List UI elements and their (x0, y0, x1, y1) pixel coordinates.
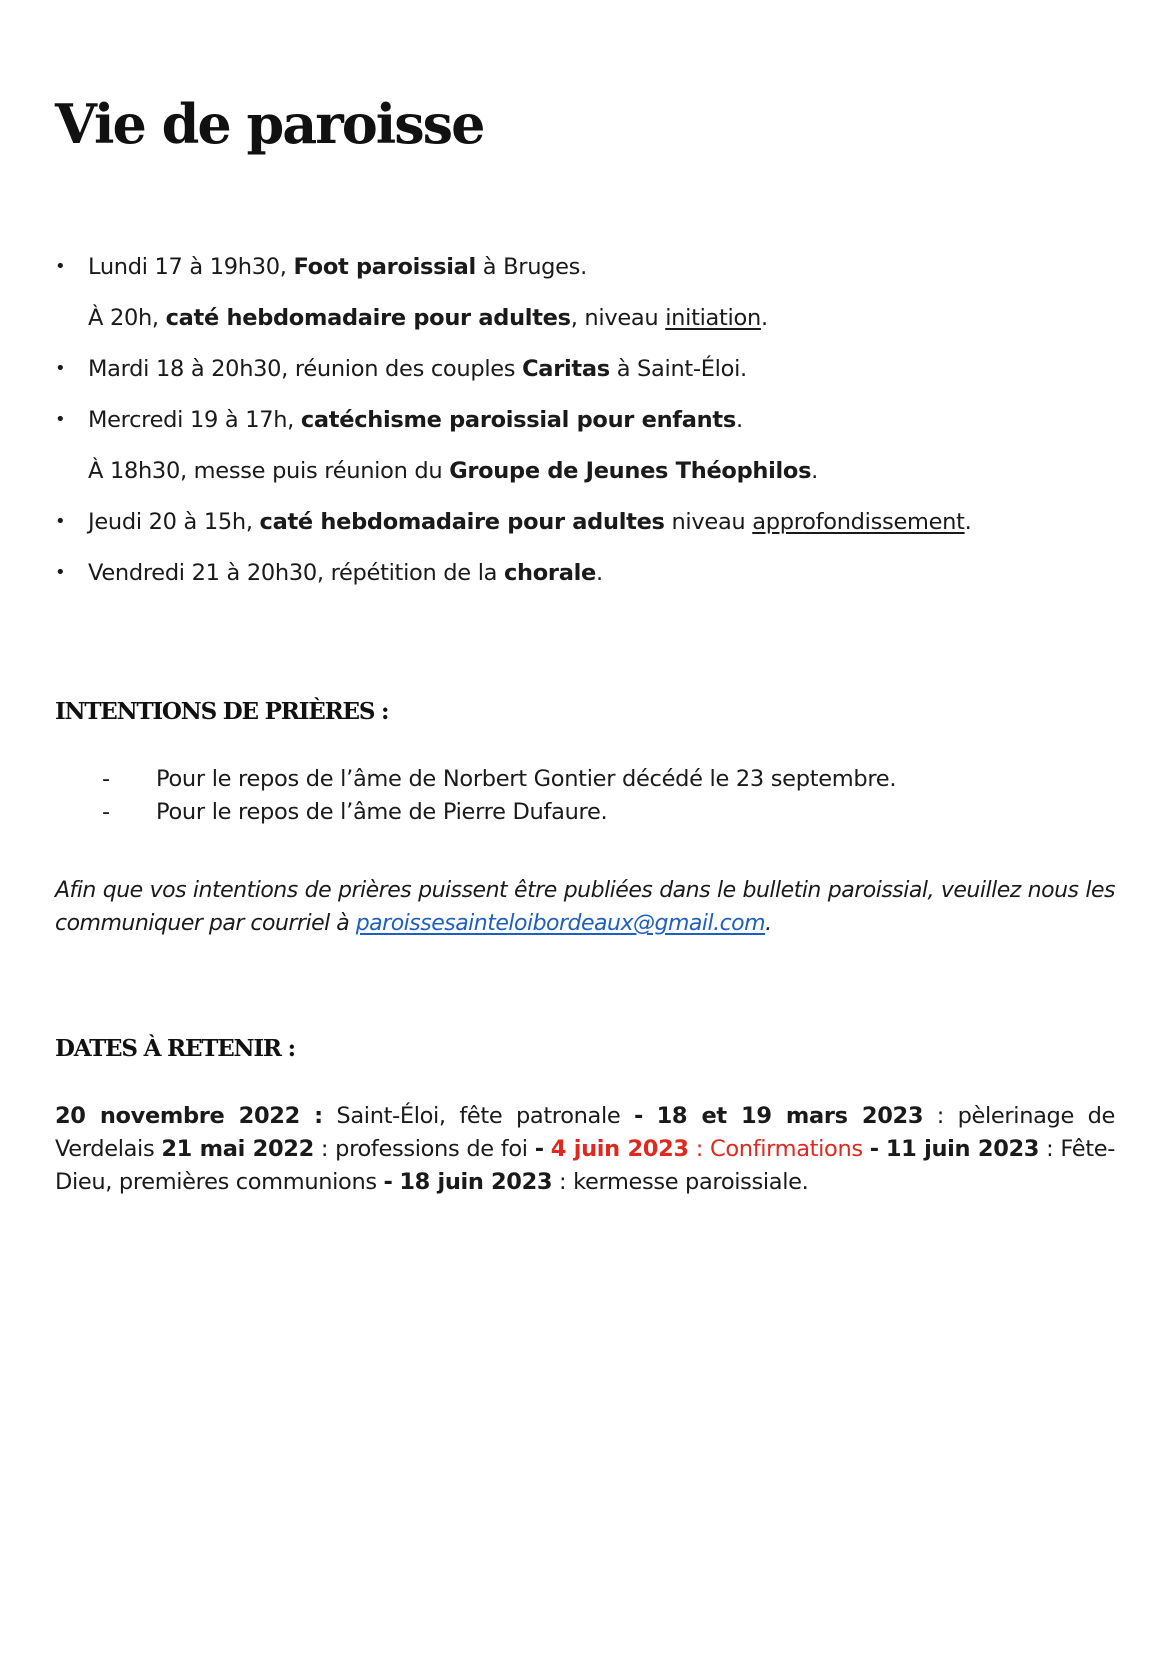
schedule-item: À 18h30, messe puis réunion du Groupe de Jeunes Théophilos. (88, 458, 819, 484)
bullet-icon: • (55, 358, 66, 379)
schedule-item: • Jeudi 20 à 15h, caté hebdomadaire pour adultes niveau approfondissement. (55, 509, 972, 535)
dates-paragraph: 20 novembre 2022 : Saint-Éloi, fête patronale - 18 et 19 mars 2023 : pèlerinage de Verdelais 21 mai 2022 : professions de foi - 4 juin 2023 : Confirmations - 11 juin 2023 : Fête-Dieu, premières communions - 18 juin 2023 : kermesse paroissiale. (55, 1103, 1115, 1195)
schedule-item: • Mardi 18 à 20h30, réunion des couples Caritas à Saint-Éloi. (55, 356, 747, 382)
schedule-item: • Vendredi 21 à 20h30, répétition de la chorale. (55, 560, 603, 586)
schedule-item: À 20h, caté hebdomadaire pour adultes, niveau initiation. (88, 305, 768, 331)
schedule-item: • Mercredi 19 à 17h, catéchisme paroissial pour enfants. (55, 407, 743, 433)
bullet-icon: • (55, 409, 66, 430)
bullet-icon: • (55, 562, 66, 583)
bullet-icon: • (55, 511, 66, 532)
dates-heading: DATES À RETENIR : (55, 1035, 295, 1062)
schedule-item: • Lundi 17 à 19h30, Foot paroissial à Bruges. (55, 254, 587, 280)
email-link[interactable]: paroissesainteloibordeaux@gmail.com (355, 911, 766, 936)
intentions-note: Afin que vos intentions de prières puissent être publiées dans le bulletin paroissial, veuillez nous les communiquer par courriel à paroissesainteloibordeaux@gmail.com. (55, 878, 1115, 936)
bullet-icon: • (55, 256, 66, 277)
intentions-heading: INTENTIONS DE PRIÈRES : (55, 698, 389, 725)
page-title: Vie de paroisse (55, 92, 484, 156)
parish-schedule (55, 252, 1115, 609)
dash-marker: - (102, 766, 110, 792)
dash-marker: - (102, 799, 110, 825)
